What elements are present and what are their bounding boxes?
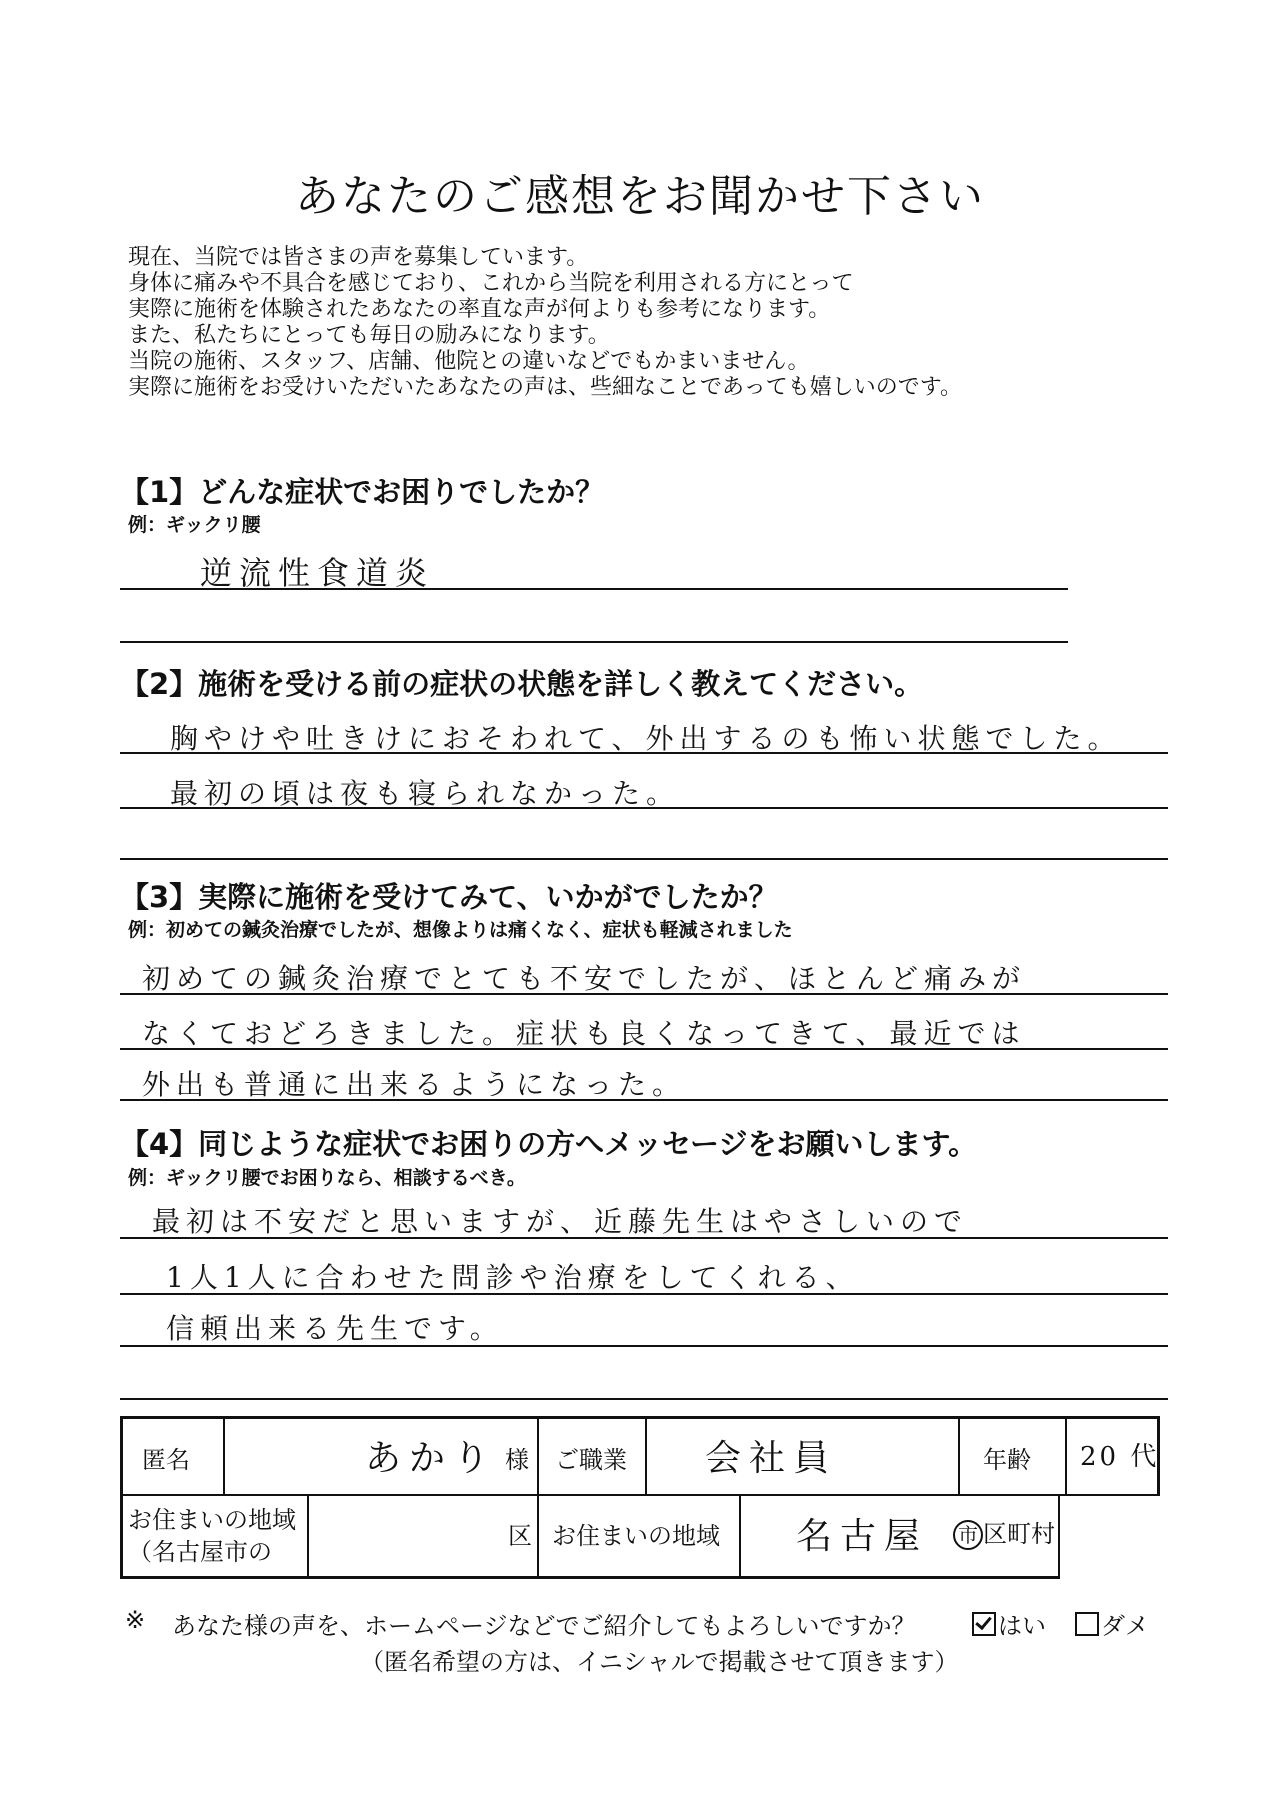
answer-rule — [120, 1345, 1168, 1347]
q4-example: 例：ギックリ腰でお困りなら、相談するべき。 — [128, 1167, 526, 1189]
q2-answer-line: 胸やけや吐きけにおそわれて、外出するのも怖い状態でした。 — [170, 722, 1122, 755]
table-border — [1065, 1416, 1067, 1496]
q3-example: 例：初めての鍼灸治療でしたが、想像よりは痛くなく、症状も軽減されました — [128, 919, 793, 941]
job-value: 会社員 — [705, 1438, 838, 1479]
info-table — [120, 1416, 1160, 1579]
answer-rule — [120, 752, 1168, 754]
table-border — [223, 1416, 225, 1496]
q4-heading: 【4】同じような症状でお困りの方へメッセージをお願いします。 — [120, 1127, 978, 1161]
checkbox-empty-icon[interactable] — [1075, 1612, 1099, 1636]
area1-label-sub: （名古屋市の — [128, 1538, 272, 1566]
q3-answer-line: なくておどろきました。症状も良くなってきて、最近では — [142, 1017, 1026, 1050]
intro-line: 実際に施術をお受けいただいたあなたの声は、些細なことであっても嬉しいのです。 — [128, 375, 963, 400]
consent-note: （匿名希望の方は、イニシャルで掲載させて頂きます） — [360, 1648, 959, 1676]
table-border — [958, 1416, 960, 1496]
answer-rule — [120, 588, 1068, 590]
table-border — [120, 1416, 123, 1579]
area2-label: お住まいの地域 — [552, 1522, 720, 1550]
answer-rule — [120, 858, 1168, 860]
q4-answer-line: 1人1人に合わせた問診や治療をしてくれる、 — [166, 1261, 860, 1294]
answer-rule — [120, 807, 1168, 809]
consent-question: あなた様の声を、ホームページなどでご紹介してもよろしいですか？ — [172, 1612, 916, 1640]
consent-no[interactable] — [1075, 1606, 1149, 1641]
job-label: ご職業 — [555, 1446, 627, 1474]
ward-label: 区 — [508, 1522, 532, 1550]
answer-rule — [120, 1398, 1168, 1400]
q3-heading: 【3】実際に施術を受けてみて、いかがでしたか？ — [120, 880, 778, 914]
q4-answer-line: 最初は不安だと思いますが、近藤先生はやさしいので — [152, 1205, 969, 1238]
name-value: あかり — [365, 1438, 498, 1479]
q2-heading: 【2】施術を受ける前の症状の状態を詳しく教えてください。 — [120, 667, 924, 701]
intro-line: 当院の施術、スタッフ、店舗、他院との違いなどでもかまいません。 — [128, 349, 810, 374]
answer-rule — [120, 1237, 1168, 1239]
table-border — [739, 1494, 741, 1579]
intro-line: また、私たちにとっても毎日の励みになります。 — [128, 323, 610, 348]
q4-answer-line: 信頼出来る先生です。 — [166, 1312, 504, 1345]
table-border — [120, 1494, 1160, 1496]
q3-answer-line: 初めての鍼灸治療でとても不安でしたが、ほとんど痛みが — [142, 962, 1027, 995]
q1-heading: 【1】どんな症状でお困りでしたか？ — [120, 475, 605, 509]
checkbox-checked-icon[interactable] — [972, 1612, 996, 1636]
answer-rule — [120, 641, 1068, 643]
answer-rule — [120, 993, 1168, 995]
q1-answer-line: 逆流性食道炎 — [200, 554, 435, 592]
city-circled: 市 — [953, 1520, 983, 1550]
footer-mark: ※ — [125, 1606, 146, 1634]
age-label: 年齢 — [983, 1446, 1031, 1474]
q3-answer-line: 外出も普通に出来るようになった。 — [142, 1068, 687, 1101]
name-suffix: 様 — [505, 1446, 529, 1474]
municipality-options — [953, 1514, 1055, 1550]
table-border — [307, 1494, 309, 1579]
area1-label: お住まいの地域 — [128, 1506, 296, 1534]
answer-rule — [120, 1099, 1168, 1101]
municipality-rest: 区町村 — [983, 1520, 1055, 1548]
table-border — [537, 1416, 539, 1579]
intro-text — [128, 245, 962, 401]
intro-line: 実際に施術を体験されたあなたの率直な声が何よりも参考になります。 — [128, 297, 831, 322]
answer-rule — [120, 1048, 1168, 1050]
q1-example: 例：ギックリ腰 — [128, 514, 261, 536]
table-border — [120, 1576, 1060, 1579]
consent-yes-label: はい — [998, 1612, 1046, 1640]
answer-rule — [120, 1293, 1168, 1295]
table-border — [120, 1416, 1160, 1419]
intro-line: 現在、当院では皆さまの声を募集しています。 — [128, 245, 589, 270]
page-title: あなたのご感想をお聞かせ下さい — [295, 171, 985, 222]
name-label: 匿名 — [142, 1446, 190, 1474]
consent-yes[interactable] — [972, 1606, 1046, 1641]
age-value: 20 代 — [1080, 1442, 1160, 1472]
area2-value: 名古屋 — [796, 1516, 929, 1557]
intro-line: 身体に痛みや不具合を感じており、これから当院を利用される方にとって — [128, 271, 854, 296]
table-border — [1058, 1494, 1060, 1579]
consent-no-label: ダメ — [1101, 1612, 1149, 1640]
table-border — [645, 1416, 647, 1496]
q2-answer-line: 最初の頃は夜も寝られなかった。 — [170, 777, 681, 810]
